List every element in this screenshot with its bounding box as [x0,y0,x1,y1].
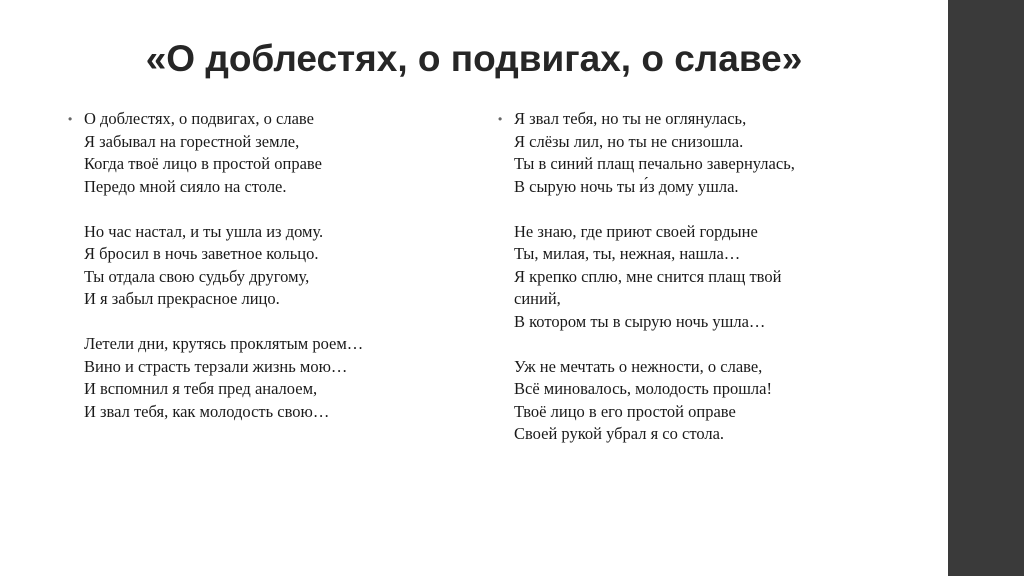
bullet-icon: • [498,112,503,126]
verse-line: Но час настал, и ты ушла из дому. [84,221,324,241]
verse-line: Уж не мечтать о нежности, о славе, [514,356,763,376]
verse-line: синий, [514,289,561,308]
slide-title: «О доблестях, о подвигах, о славе» [145,38,803,79]
verse-line: Не знаю, где приют своей гордыне [514,221,758,241]
verse-line: И вспомнил я тебя пред аналоем, [84,379,318,398]
verse-line: И я забыл прекрасное лицо. [84,289,280,308]
verse-line: В сырую ночь ты и́з дому ушла. [514,176,739,196]
verse-line: Ты, милая, ты, нежная, нашла… [514,244,741,263]
verse-line: Ты отдала свою судьбу другому, [84,266,310,286]
stanza [84,333,468,423]
verse-line: В котором ты в сырую ночь ушла… [514,311,766,331]
verse-line: Когда твоё лицо в простой оправе [84,154,322,173]
verse-line: О доблестях, о подвигах, о славе [84,109,314,128]
stanza [514,221,908,334]
verse-line: Твоё лицо в его простой оправе [514,401,736,421]
bullet-icon: • [68,112,73,126]
verse-line: И звал тебя, как молодость свою… [84,401,330,421]
side-decor-bar [948,0,1024,576]
left-verses [84,108,468,423]
verse-line: Ты в синий плащ печально завернулась, [514,154,795,173]
verse-line: Я крепко сплю, мне снится плащ твой [514,266,782,286]
verse-line: Летели дни, крутясь проклятым роем… [84,334,364,353]
verse-line: Я бросил в ночь заветное кольцо. [84,244,319,263]
stanza [84,108,468,198]
verse-line: Вино и страсть терзали жизнь мою… [84,356,348,376]
verse-line: Я слёзы лил, но ты не снизошла. [514,131,744,151]
verse-line: Всё миновалось, молодость прошла! [514,379,772,398]
verse-line: Я звал тебя, но ты не оглянулась, [514,109,747,128]
verse-line: Своей рукой убрал я со стола. [514,424,725,443]
verse-line: Передо мной сияло на столе. [84,176,287,196]
right-verses [514,108,908,446]
verse-line: Я забывал на горестной земле, [84,131,300,151]
stanza [514,108,908,198]
right-poem-column [498,108,908,468]
stanza [84,221,468,311]
left-poem-column [68,108,468,446]
stanza [514,356,908,446]
